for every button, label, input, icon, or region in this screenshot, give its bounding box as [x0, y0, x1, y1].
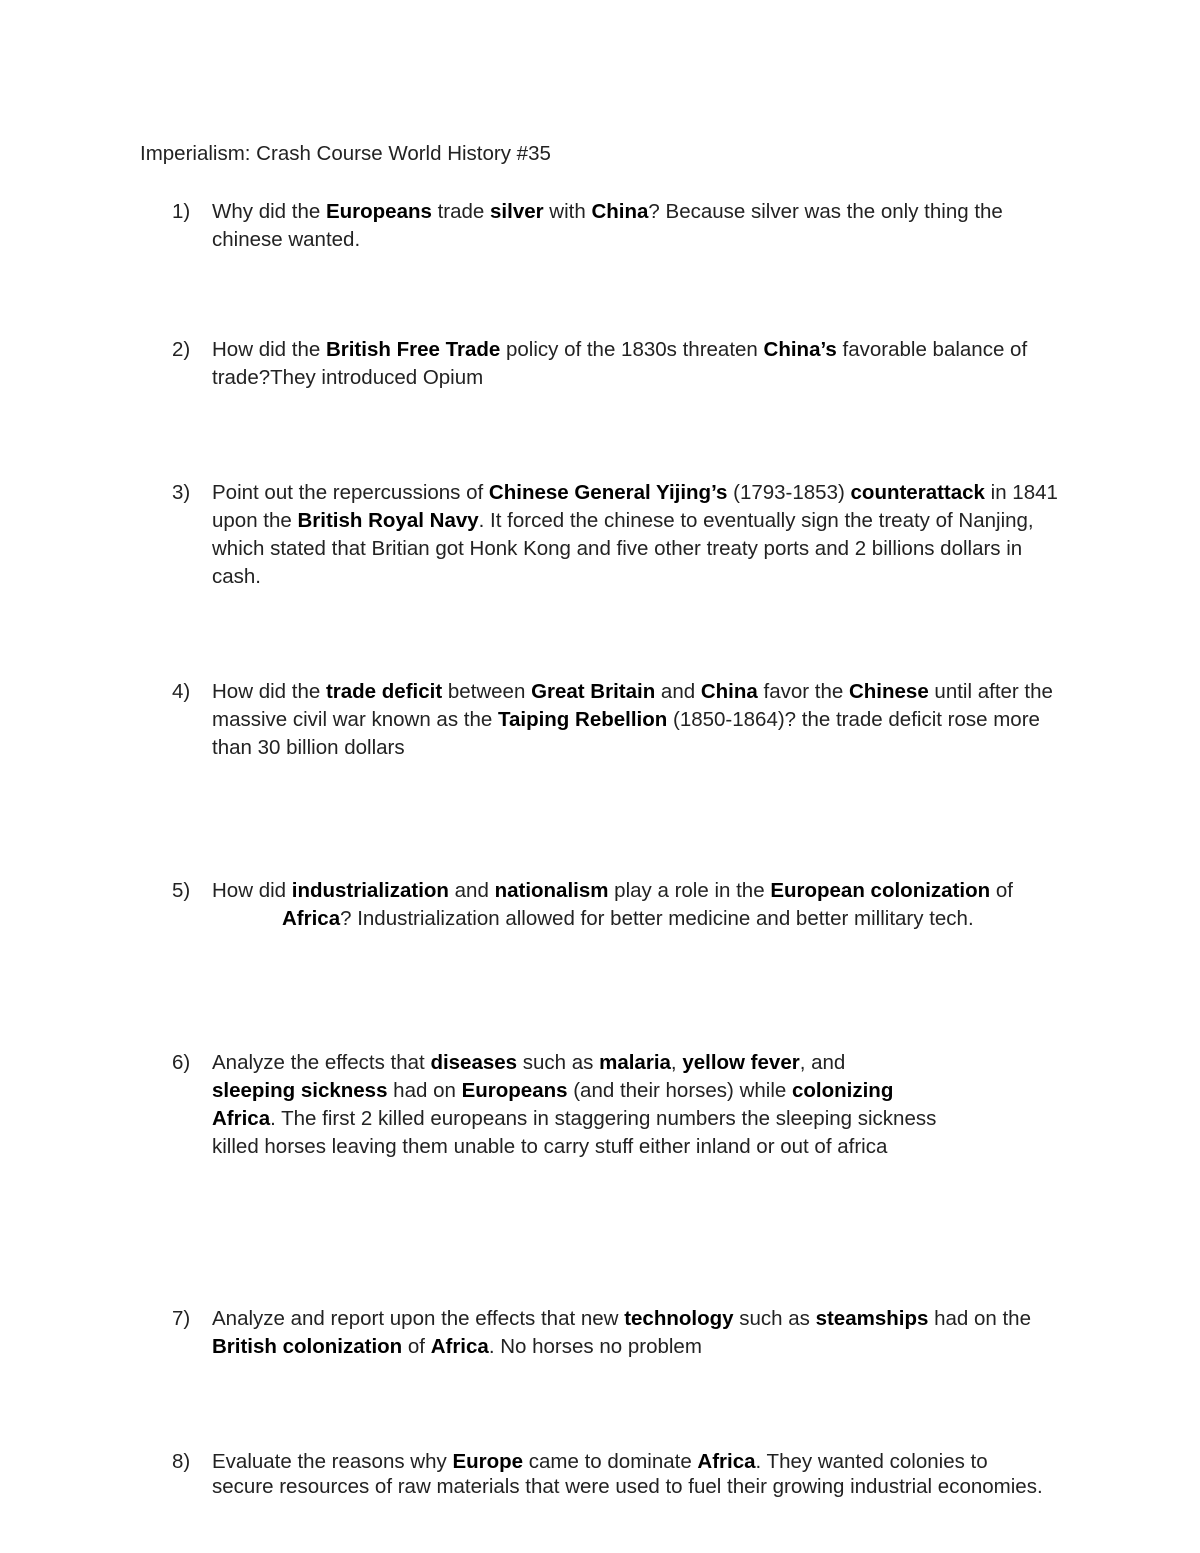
question-1 — [172, 198, 1072, 254]
answer-text: They introduced Opium — [270, 366, 484, 389]
question-4 — [172, 678, 1072, 762]
question-number: 5) — [172, 879, 191, 902]
question-number: 4) — [172, 680, 191, 703]
question-text: How did the trade deficit between Great Britain and China favor the Chinese until after the massive civil war known as the Taiping Rebellion (1850-1864)? the trade deficit rose more than 30 billion dollars — [212, 680, 1053, 759]
answer-text: They wanted colonies to secure resources of raw materials that were used to fuel their growing industrial economies. — [212, 1450, 1043, 1498]
answer-text: the trade deficit rose more than 30 billion dollars — [212, 708, 1040, 759]
question-3 — [172, 479, 1072, 591]
question-8 — [172, 1449, 1052, 1499]
answer-text: The first 2 killed europeans in staggering numbers the sleeping sickness killed horses leaving them unable to carry stuff either inland or out of africa — [212, 1107, 937, 1158]
question-text: Evaluate the reasons why Europe came to dominate Africa. They wanted colonies to secure resources of raw materials that were used to fuel their growing industrial economies. — [212, 1450, 1043, 1498]
question-number: 3) — [172, 481, 191, 504]
answer-text: Industrialization allowed for better medicine and better millitary tech. — [351, 907, 974, 930]
question-number: 7) — [172, 1307, 191, 1330]
question-number: 8) — [172, 1450, 191, 1473]
question-5 — [172, 877, 1072, 933]
question-text: How did industrialization and nationalism play a role in the European colonization of Africa? Industrialization allowed for better medicine and better millitary tech. — [212, 879, 1013, 930]
question-text: Analyze the effects that diseases such as malaria, yellow fever, and sleeping sickness had on Europeans (and their horses) while colonizing Africa. The first 2 killed europeans in staggering numbers the sleeping sickness killed horses leaving them unable to carry stuff either inland or out of africa — [212, 1051, 937, 1158]
question-text: Point out the repercussions of Chinese General Yijing’s (1793-1853) counterattack in 1841 upon the British Royal Navy. It forced the chinese to eventually sign the treaty of Nanjing, which stated that Britian got Honk Kong and five other treaty ports and 2 billions dollars in cash. — [212, 481, 1058, 588]
question-text: Why did the Europeans trade silver with China? Because silver was the only thing the chinese wanted. — [212, 200, 1003, 251]
question-number: 1) — [172, 200, 191, 223]
answer-text: No horses no problem — [494, 1335, 702, 1358]
page-title: Imperialism: Crash Course World History #35 — [140, 142, 551, 165]
answer-text: It forced the chinese to eventually sign the treaty of Nanjing, which stated that Britian got Honk Kong and five other treaty ports and 2 billions dollars in cash. — [212, 509, 1034, 588]
question-2 — [172, 336, 1072, 392]
answer-text: Because silver was the only thing the chinese wanted. — [212, 200, 1003, 251]
question-text: How did the British Free Trade policy of the 1830s threaten China’s favorable balance of trade?They introduced Opium — [212, 338, 1028, 389]
question-text: Analyze and report upon the effects that new technology such as steamships had on the British colonization of Africa. No horses no problem — [212, 1307, 1031, 1358]
question-7 — [172, 1305, 1052, 1361]
question-number: 6) — [172, 1051, 191, 1074]
question-6 — [172, 1049, 962, 1161]
question-number: 2) — [172, 338, 191, 361]
